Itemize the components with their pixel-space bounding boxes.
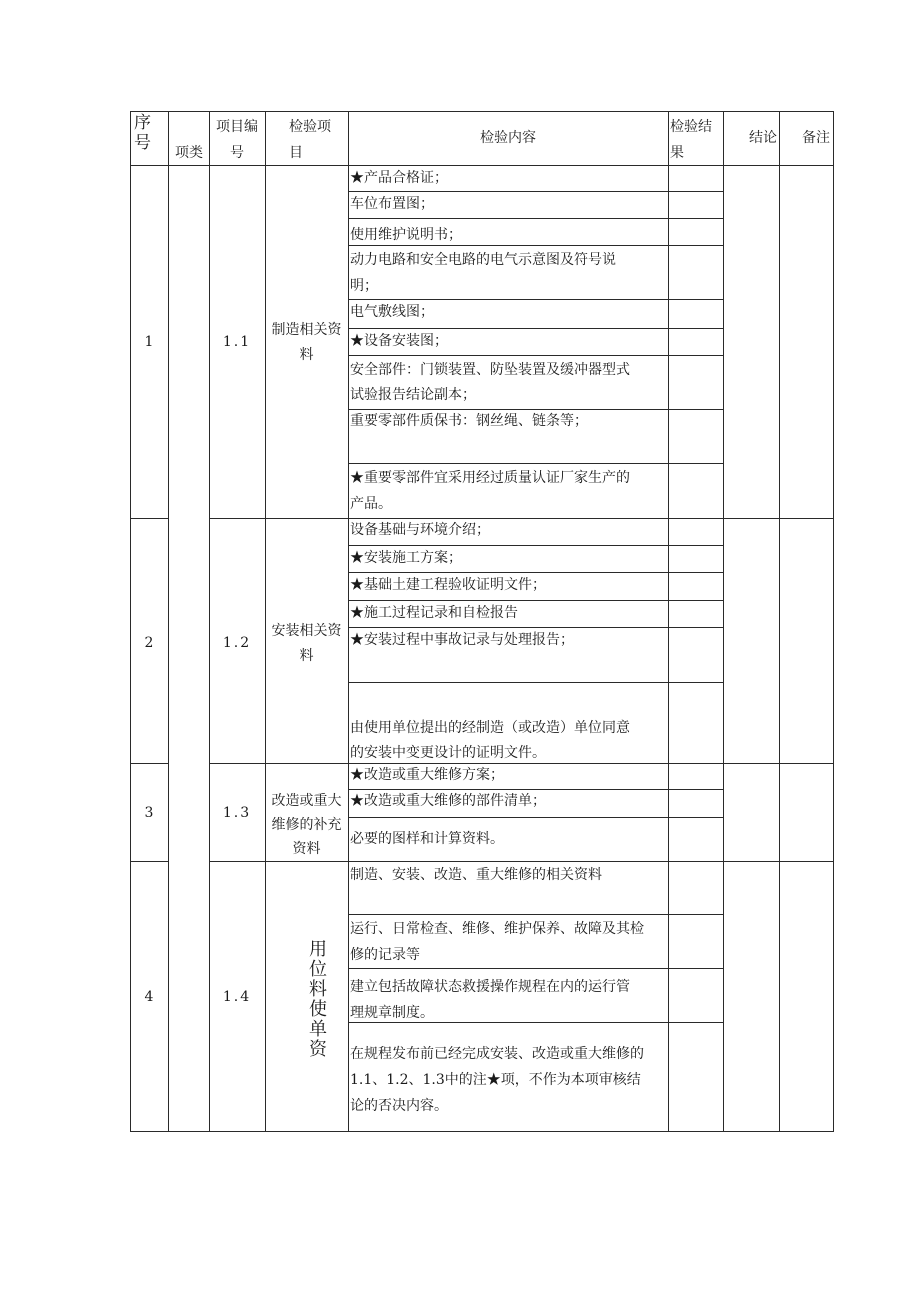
table-line xyxy=(130,1131,834,1132)
row-seq: 4 xyxy=(144,989,154,1005)
content-line: 车位布置图； xyxy=(350,196,434,212)
content-line: 修的记录等 xyxy=(350,947,420,963)
table-line xyxy=(130,111,834,112)
table-line xyxy=(348,218,723,219)
header-code-line2: 号 xyxy=(230,145,244,161)
content-line: 设备基础与环境介绍； xyxy=(350,522,490,538)
header-item-line1: 检验项 xyxy=(289,119,331,135)
table-line xyxy=(348,355,723,356)
content-line: 1.1、1.2、1.3中的注★项，不作为本项审核结 xyxy=(350,1072,641,1088)
row-code: 1.3 xyxy=(222,805,252,821)
content-line: 重要零部件质保书：钢丝绳、链条等； xyxy=(350,413,588,429)
content-line: ★产品合格证； xyxy=(350,170,448,186)
header-content: 检验内容 xyxy=(480,130,536,146)
row-item-line2: 维修的补充 xyxy=(271,817,342,833)
header-item-line2: 目 xyxy=(289,145,303,161)
table-line xyxy=(130,111,131,1132)
row-item-line1: 改造或重大 xyxy=(271,793,342,809)
table-line xyxy=(348,914,723,915)
table-line xyxy=(209,111,210,1132)
row-code: 1.4 xyxy=(222,989,252,1005)
table-line xyxy=(779,111,780,1132)
header-conclusion: 结论 xyxy=(749,130,777,146)
row-item-vertical: 用位料使单资 xyxy=(309,939,327,1060)
row-code: 1.2 xyxy=(222,635,252,651)
content-line: ★安装过程中事故记录与处理报告； xyxy=(350,632,574,648)
content-line: 产品。 xyxy=(350,496,392,512)
content-line: 论的否决内容。 xyxy=(350,1098,448,1114)
content-line: 运行、日常检查、维修、维护保养、故障及其检 xyxy=(350,921,644,937)
table-line xyxy=(348,463,723,464)
content-line: 试验报告结论副本； xyxy=(350,387,476,403)
content-line: 使用维护说明书； xyxy=(350,227,462,243)
header-result-line1: 检验结 xyxy=(670,119,712,135)
content-line: ★安装施工方案； xyxy=(350,550,462,566)
table-line xyxy=(668,111,669,1132)
row-item-line1: 制造相关资 xyxy=(271,322,342,338)
content-line: ★改造或重大维修的部件清单； xyxy=(350,793,546,809)
content-line: 由使用单位提出的经制造（或改造）单位同意 xyxy=(350,720,630,736)
content-line: ★基础土建工程验收证明文件； xyxy=(350,577,546,593)
table-line xyxy=(348,682,723,683)
content-line: ★重要零部件宜采用经过质量认证厂家生产的 xyxy=(350,470,630,486)
content-line: ★改造或重大维修方案； xyxy=(350,767,504,783)
header-code-line1: 项目编 xyxy=(216,119,258,135)
row-seq: 3 xyxy=(144,805,154,821)
header-result-line2: 果 xyxy=(670,145,684,161)
content-line: 建立包括故障状态救援操作规程在内的运行管 xyxy=(350,979,630,995)
row-item-line3: 资料 xyxy=(292,841,321,857)
table-line xyxy=(723,111,724,1132)
row-item-line1: 安装相关资 xyxy=(271,623,342,639)
content-line: 的安装中变更设计的证明文件。 xyxy=(350,745,546,761)
content-line: 安全部件：门锁装置、防坠装置及缓冲器型式 xyxy=(350,362,630,378)
content-line: 动力电路和安全电路的电气示意图及符号说 xyxy=(350,252,616,268)
row-seq: 2 xyxy=(144,635,154,651)
header-remark: 备注 xyxy=(802,130,830,146)
content-line: ★设备安装图； xyxy=(350,333,448,349)
row-item-line2: 料 xyxy=(299,347,314,363)
content-line: 必要的图样和计算资料。 xyxy=(350,831,504,847)
content-line: 在规程发布前已经完成安装、改造或重大维修的 xyxy=(350,1046,644,1062)
header-xianglei: 项类 xyxy=(175,145,203,161)
header-xuhao: 序号 xyxy=(134,113,151,153)
content-line: 制造、安装、改造、重大维修的相关资料 xyxy=(350,867,602,883)
row-item-line2: 料 xyxy=(299,648,314,664)
content-line: ★施工过程记录和自检报告 xyxy=(350,605,518,621)
table-line xyxy=(168,111,169,1132)
content-line: 理规章制度。 xyxy=(350,1005,434,1021)
table-line xyxy=(209,518,834,519)
content-line: 电气敷线图； xyxy=(350,304,434,320)
row-code: 1.1 xyxy=(222,334,252,350)
table-line xyxy=(130,763,168,764)
table-line xyxy=(130,518,168,519)
table-line xyxy=(833,111,834,1132)
table-line xyxy=(348,968,723,969)
table-line xyxy=(348,111,349,1132)
row-seq: 1 xyxy=(144,334,154,350)
content-line: 明； xyxy=(350,278,378,294)
table-line xyxy=(130,861,168,862)
table-line xyxy=(348,817,723,818)
